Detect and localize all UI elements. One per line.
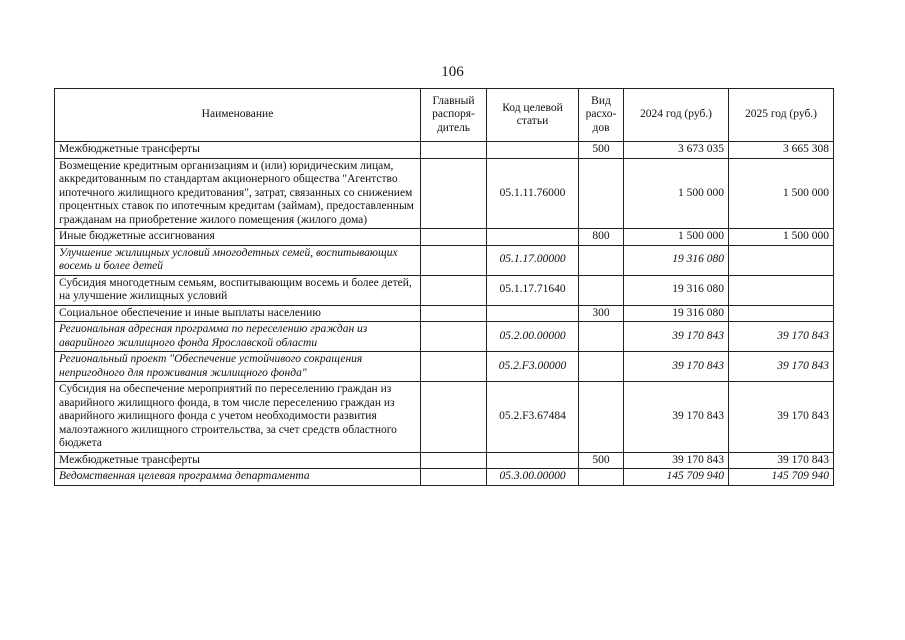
header-type: Вид расхо-дов	[579, 89, 624, 142]
cell-code: 05.3.00.00000	[487, 469, 579, 486]
cell-y2025	[729, 275, 834, 305]
cell-type: 500	[579, 142, 624, 159]
cell-admin	[421, 382, 487, 453]
cell-y2025: 145 709 940	[729, 469, 834, 486]
cell-admin	[421, 245, 487, 275]
cell-y2024: 1 500 000	[624, 229, 729, 246]
cell-name: Возмещение кредитным организациям и (или) юридическим лицам, аккредитованным по стандартам акционерного общества "Агентство ипотечного жилищного кредитования", затрат, связанных со снижением процентных ставок по ипотечным кредитам (займам), предоставленным гражданам на приобретение жилого помещения (жилого дома)	[55, 158, 421, 229]
cell-y2024: 1 500 000	[624, 158, 729, 229]
cell-name: Улучшение жилищных условий многодетных семей, воспитывающих восемь и более детей	[55, 245, 421, 275]
cell-name: Иные бюджетные ассигнования	[55, 229, 421, 246]
cell-admin	[421, 305, 487, 322]
table-row	[55, 142, 834, 159]
cell-type: 300	[579, 305, 624, 322]
cell-y2025: 1 500 000	[729, 158, 834, 229]
table-row	[55, 305, 834, 322]
cell-y2024: 19 316 080	[624, 305, 729, 322]
cell-y2024: 39 170 843	[624, 382, 729, 453]
cell-admin	[421, 142, 487, 159]
cell-name: Региональный проект "Обеспечение устойчивого сокращения непригодного для проживания жилищного фонда"	[55, 352, 421, 382]
table-header-row	[55, 89, 834, 142]
header-name: Наименование	[55, 89, 421, 142]
table-row	[55, 352, 834, 382]
cell-code: 05.2.F3.67484	[487, 382, 579, 453]
table-row	[55, 452, 834, 469]
cell-name: Субсидия многодетным семьям, воспитывающим восемь и более детей, на улучшение жилищных условий	[55, 275, 421, 305]
cell-y2025: 1 500 000	[729, 229, 834, 246]
cell-y2024: 19 316 080	[624, 245, 729, 275]
cell-name: Ведомственная целевая программа департамента	[55, 469, 421, 486]
cell-type: 800	[579, 229, 624, 246]
cell-y2024: 19 316 080	[624, 275, 729, 305]
cell-admin	[421, 229, 487, 246]
header-2025: 2025 год (руб.)	[729, 89, 834, 142]
cell-name: Социальное обеспечение и иные выплаты населению	[55, 305, 421, 322]
cell-type	[579, 275, 624, 305]
table-row	[55, 275, 834, 305]
cell-admin	[421, 452, 487, 469]
cell-y2024: 39 170 843	[624, 322, 729, 352]
cell-admin	[421, 158, 487, 229]
cell-admin	[421, 322, 487, 352]
cell-code	[487, 229, 579, 246]
cell-code: 05.1.17.71640	[487, 275, 579, 305]
cell-y2024: 39 170 843	[624, 352, 729, 382]
cell-type	[579, 382, 624, 453]
cell-type	[579, 352, 624, 382]
cell-admin	[421, 275, 487, 305]
cell-y2025: 39 170 843	[729, 382, 834, 453]
cell-y2024: 3 673 035	[624, 142, 729, 159]
budget-table	[54, 88, 834, 486]
cell-admin	[421, 469, 487, 486]
cell-name: Межбюджетные трансферты	[55, 142, 421, 159]
header-2024: 2024 год (руб.)	[624, 89, 729, 142]
cell-type	[579, 245, 624, 275]
cell-y2025	[729, 305, 834, 322]
cell-code	[487, 305, 579, 322]
cell-type	[579, 322, 624, 352]
cell-y2025: 39 170 843	[729, 322, 834, 352]
cell-y2025: 3 665 308	[729, 142, 834, 159]
cell-y2025: 39 170 843	[729, 452, 834, 469]
table-row	[55, 469, 834, 486]
cell-code: 05.1.11.76000	[487, 158, 579, 229]
cell-y2025	[729, 245, 834, 275]
cell-name: Субсидия на обеспечение мероприятий по переселению граждан из аварийного жилищного фонда, в том числе переселению граждан из аварийного жилищного фонда с учетом необходимости развития малоэтажного жилищного строительства, за счет средств областного бюджета	[55, 382, 421, 453]
table-row	[55, 245, 834, 275]
cell-type	[579, 158, 624, 229]
cell-type	[579, 469, 624, 486]
table-row	[55, 229, 834, 246]
cell-y2024: 145 709 940	[624, 469, 729, 486]
table-row	[55, 382, 834, 453]
header-admin: Главный распоря-дитель	[421, 89, 487, 142]
cell-code: 05.2.F3.00000	[487, 352, 579, 382]
header-code: Код целевой статьи	[487, 89, 579, 142]
cell-code: 05.1.17.00000	[487, 245, 579, 275]
table-row	[55, 158, 834, 229]
cell-y2024: 39 170 843	[624, 452, 729, 469]
cell-code	[487, 452, 579, 469]
table-body	[55, 142, 834, 486]
cell-y2025: 39 170 843	[729, 352, 834, 382]
page-number: 106	[441, 64, 464, 80]
cell-admin	[421, 352, 487, 382]
cell-code: 05.2.00.00000	[487, 322, 579, 352]
cell-name: Межбюджетные трансферты	[55, 452, 421, 469]
table-row	[55, 322, 834, 352]
cell-code	[487, 142, 579, 159]
cell-type: 500	[579, 452, 624, 469]
cell-name: Региональная адресная программа по переселению граждан из аварийного жилищного фонда Ярославской области	[55, 322, 421, 352]
